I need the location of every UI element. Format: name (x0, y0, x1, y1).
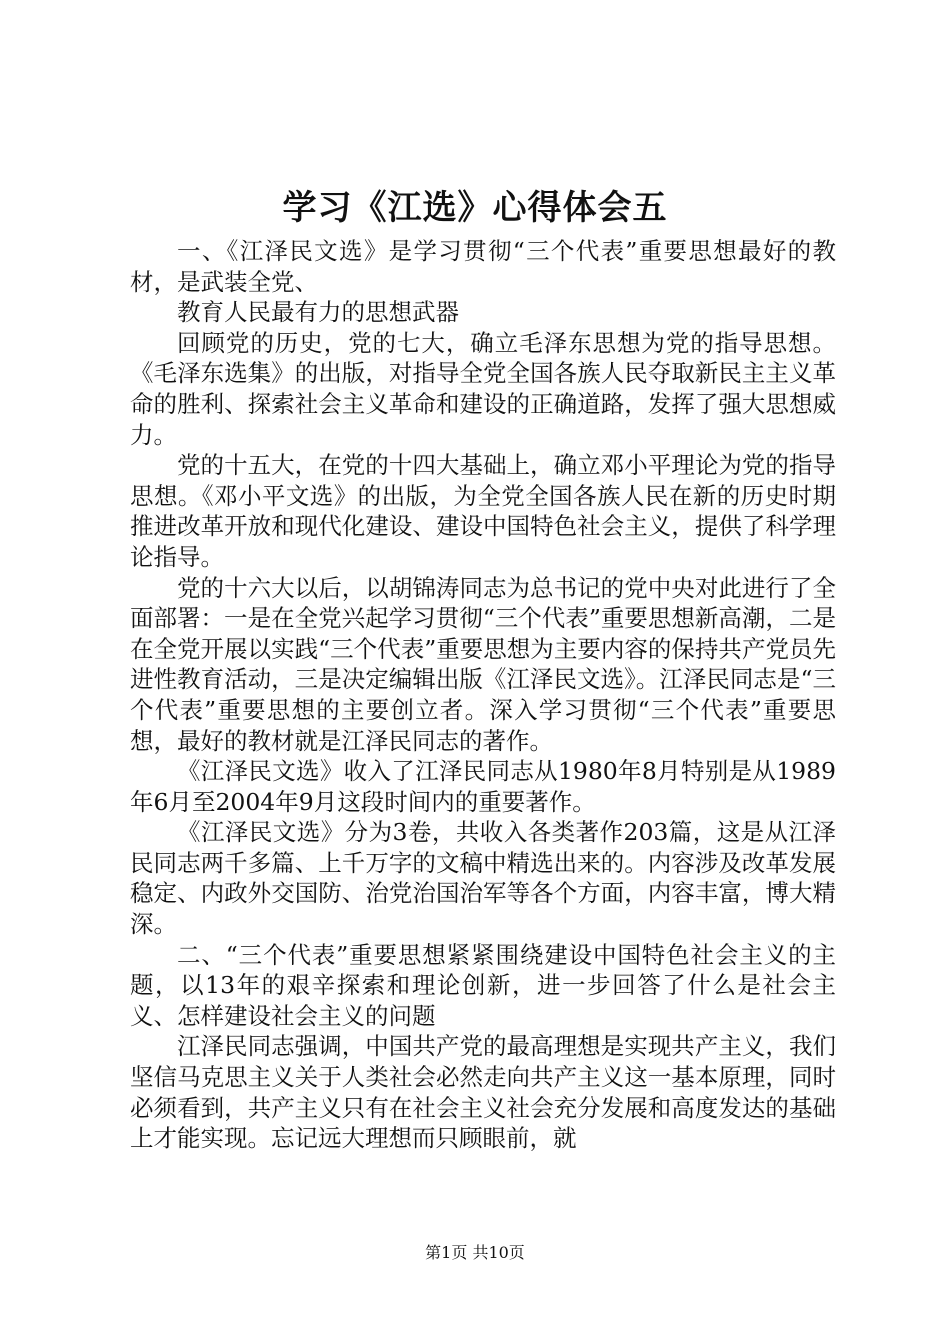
document-body (130, 236, 836, 1154)
paragraph: 回顾党的历史，党的七大，确立毛泽东思想为党的指导思想。《毛泽东选集》的出版，对指导全党全国各族人民夺取新民主主义革命的胜利、探索社会主义革命和建设的正确道路，发挥了强大思想威力。 (130, 328, 836, 449)
paragraph: 教育人民最有力的思想武器 (177, 298, 459, 327)
page-number-footer: 第1页 共10页 (425, 1243, 525, 1262)
paragraph: 党的十五大，在党的十四大基础上，确立邓小平理论为党的指导思想。《邓小平文选》的出版，为全党全国各族人民在新的历史时期推进改革开放和现代化建设、建设中国特色社会主义，提供了科学理论指导。 (130, 451, 836, 571)
paragraph: 《江泽民文选》收入了江泽民同志从1980年8月特别是从1989年6月至2004年9月这段时间内的重要著作。 (130, 757, 836, 816)
page-title: 学习《江选》心得体会五 (282, 188, 668, 228)
paragraph: 二、“三个代表”重要思想紧紧围绕建设中国特色社会主义的主题，以13年的艰辛探索和理论创新，进一步回答了什么是社会主义、怎样建设社会主义的问题 (130, 940, 836, 1030)
paragraph: 江泽民同志强调，中国共产党的最高理想是实现共产主义，我们坚信马克思主义关于人类社会必然走向共产主义这一基本原理，同时必须看到，共产主义只有在社会主义社会充分发展和高度发达的基础上才能实现。忘记远大理想而只顾眼前，就 (130, 1032, 836, 1153)
paragraph: 党的十六大以后，以胡锦涛同志为总书记的党中央对此进行了全面部署：一是在全党兴起学习贯彻“三个代表”重要思想新高潮，二是在全党开展以实践“三个代表”重要思想为主要内容的保持共产党员先进性教育活动，三是决定编辑出版《江泽民文选》。江泽民同志是“三个代表”重要思想的主要创立者。深入学习贯彻“三个代表”重要思想，最好的教材就是江泽民同志的著作。 (130, 573, 836, 755)
paragraph: 《江泽民文选》分为3卷，共收入各类著作203篇，这是从江泽民同志两千多篇、上千万字的文稿中精选出来的。内容涉及改革发展稳定、内政外交国防、治党治国治军等各个方面，内容丰富，博大精深。 (130, 818, 836, 939)
paragraph: 一、《江泽民文选》是学习贯彻“三个代表”重要思想最好的教材，是武装全党、 (130, 237, 836, 296)
